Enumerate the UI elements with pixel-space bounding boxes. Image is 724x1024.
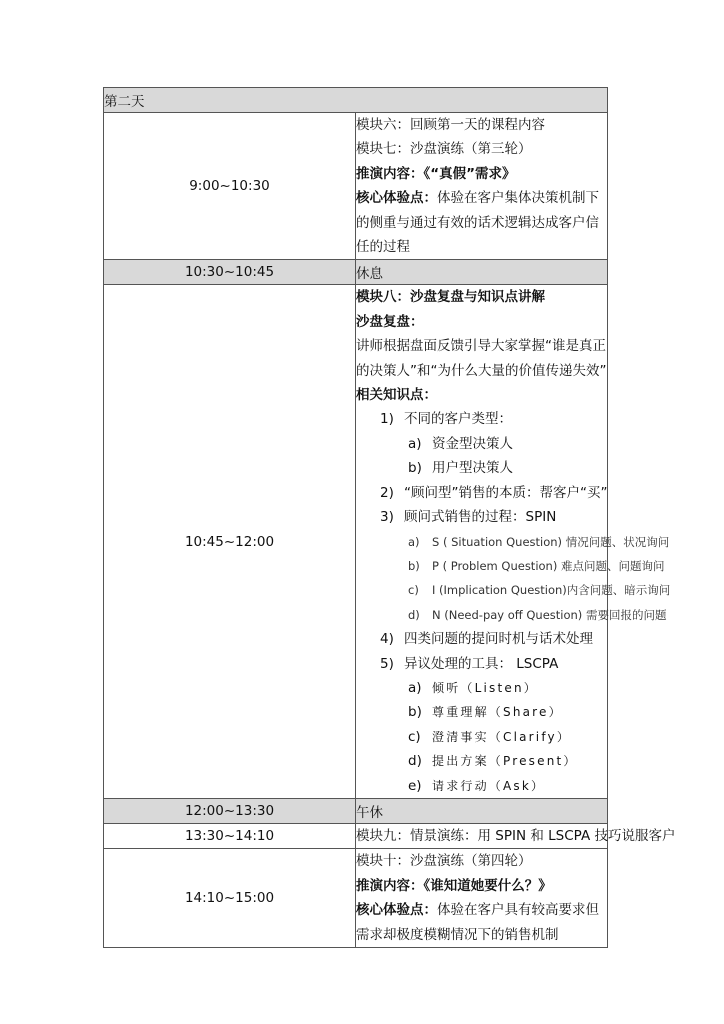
- review-label: 沙盘复盘：: [356, 313, 424, 330]
- session-time: 9:00~10:30: [104, 113, 356, 260]
- session-content: [356, 849, 608, 948]
- session-content: [356, 113, 608, 260]
- session-time: 13:30~14:10: [104, 823, 356, 848]
- module-line: 模块十：沙盘演练（第四轮）: [356, 853, 532, 870]
- sub-list-item: b) 尊重理解（Share）: [408, 704, 563, 721]
- session-row-1: [104, 113, 608, 260]
- deduction-content: 推演内容：《谁知道她要什么？》: [356, 877, 552, 894]
- schedule-table: [103, 87, 676, 948]
- session-time: 10:45~12:00: [104, 285, 356, 799]
- break-label: 休息: [356, 260, 608, 285]
- session-time: 14:10~15:00: [104, 849, 356, 948]
- list-item: 5) 异议处理的工具： LSCPA: [380, 655, 559, 672]
- session-content: [356, 285, 671, 799]
- sub-list-item: d) N (Need-pay off Question) 需要回报的问题: [408, 607, 667, 622]
- review-text: 讲师根据盘面反馈引导大家掌握“谁是真正的决策人”和“为什么大量的价值传递失效”: [356, 338, 607, 379]
- sub-list-item: a) S ( Situation Question) 情况问题、状况询问: [408, 534, 670, 549]
- core-experience: [356, 186, 607, 259]
- module-line: 模块六：回顾第一天的课程内容: [356, 117, 545, 133]
- day-header: 第二天: [104, 88, 608, 113]
- sub-list-item: b) P ( Problem Question) 难点问题、问题询问: [408, 558, 665, 573]
- sub-list-item: c) I (Implication Question)内含问题、暗示询问: [408, 583, 671, 598]
- lunch-row: [104, 798, 608, 823]
- sub-list-item: c) 澄清事实（Clarify）: [408, 728, 572, 745]
- module-line: 模块七：沙盘演练（第三轮）: [356, 141, 532, 158]
- break-row: [104, 260, 608, 285]
- lunch-label: 午休: [356, 798, 608, 823]
- core-experience-label: 核心体验点：: [356, 902, 437, 919]
- list-item: 2) “顾问型”销售的本质：帮客户“买”: [380, 484, 608, 501]
- knowledge-label: 相关知识点：: [356, 387, 437, 404]
- sub-list-item: a) 倾听（Listen）: [408, 679, 538, 696]
- core-experience-label: 核心体验点：: [356, 190, 437, 207]
- list-item: 4) 四类问题的提问时机与话术处理: [380, 631, 593, 648]
- core-experience-text: 体验在客户具有较高要求但需求却极度模糊情况下的销售机制: [356, 902, 599, 943]
- list-item: 1) 不同的客户类型：: [380, 411, 512, 428]
- day-header-row: [104, 88, 608, 113]
- session-content: [356, 823, 676, 848]
- sub-list-item: e) 请求行动（Ask）: [408, 777, 546, 794]
- sub-list-item: d) 提出方案（Present）: [408, 753, 578, 770]
- module-line: 模块九：情景演练：用 SPIN 和 LSCPA 技巧说服客户: [356, 827, 676, 844]
- session-time: 10:30~10:45: [104, 260, 356, 285]
- core-experience-text: 体验在客户集体决策机制下的侧重与通过有效的话术逻辑达成客户信任的过程: [356, 190, 599, 256]
- sub-list-item: b) 用户型决策人: [408, 460, 513, 477]
- list-item: 3) 顾问式销售的过程：SPIN: [380, 509, 557, 526]
- session-row-2: [104, 285, 608, 799]
- session-time: 12:00~13:30: [104, 798, 356, 823]
- sub-list-item: a) 资金型决策人: [408, 435, 513, 452]
- session-row-4: [104, 849, 608, 948]
- session-row-3: [104, 823, 608, 848]
- core-experience: [356, 898, 607, 947]
- deduction-content: 推演内容：《“真假”需求》: [356, 165, 516, 182]
- module-title: 模块八：沙盘复盘与知识点讲解: [356, 289, 545, 306]
